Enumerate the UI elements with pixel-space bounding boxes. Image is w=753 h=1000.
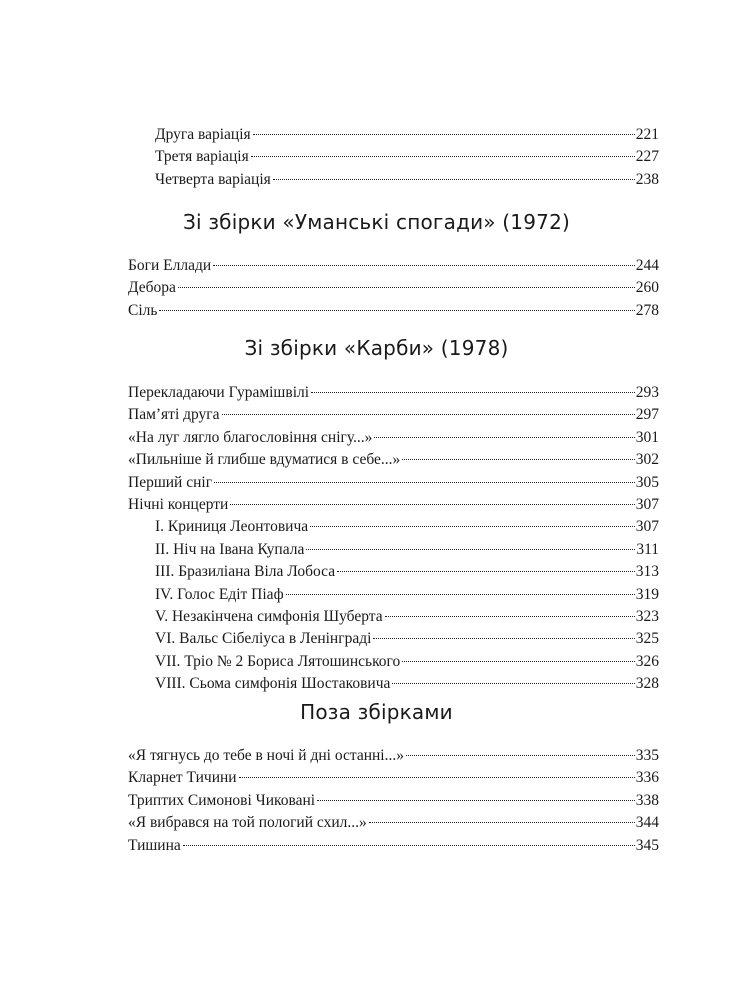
dot-leader xyxy=(178,287,635,288)
toc-entry-title: III. Бразиліана Віла Лобоса xyxy=(155,563,336,581)
toc-entry-page: 227 xyxy=(635,148,659,166)
toc-entry-page: 335 xyxy=(635,747,659,764)
toc-entry-title: «На луг лягло благословіння снігу...» xyxy=(128,428,373,446)
toc-entry xyxy=(128,427,659,449)
toc-entry-title: Нічні концерти xyxy=(128,495,229,513)
toc-entry-page: 325 xyxy=(635,630,659,648)
dot-leader xyxy=(310,526,635,527)
toc-entry xyxy=(128,539,659,561)
toc-entry-title: Друга варіація xyxy=(155,126,251,143)
dot-leader xyxy=(369,822,635,823)
dot-leader xyxy=(392,683,634,684)
toc-entry-title: «Я вибрався на той пологий схил...» xyxy=(128,814,367,832)
dot-leader xyxy=(317,800,635,801)
toc-entry-page: 323 xyxy=(635,607,659,625)
toc-entry-page: 260 xyxy=(635,279,659,297)
toc-entry-page: 307 xyxy=(635,495,659,513)
toc-entry-title: Перший сніг xyxy=(128,473,213,491)
toc-entry-page: 313 xyxy=(635,563,659,581)
toc-entry xyxy=(128,606,659,628)
section-entry-list xyxy=(128,382,659,695)
dot-leader xyxy=(385,616,635,617)
section-entry-list xyxy=(128,745,659,857)
section-heading: Зі збірки «Уманські спогади» (1972) xyxy=(182,210,570,234)
toc-entry-title: Дебора xyxy=(128,279,176,297)
toc-entry-page: 238 xyxy=(635,170,659,188)
toc-entry-page: 338 xyxy=(635,791,659,809)
toc-entry-title: Боги Еллади xyxy=(128,257,212,274)
toc-entry-page: 344 xyxy=(635,814,659,832)
toc-entry-title: Пам’яті друга xyxy=(128,406,220,424)
toc-entry-page: 305 xyxy=(635,473,659,491)
dot-leader xyxy=(214,482,635,483)
toc-entry-title: Кларнет Тичини xyxy=(128,769,237,787)
toc-entry-title: Четверта варіація xyxy=(155,170,271,188)
toc-entry xyxy=(128,651,659,673)
dot-leader xyxy=(183,845,635,846)
dot-leader xyxy=(373,638,634,639)
section-heading: Поза збірками xyxy=(300,700,453,724)
toc-entry-title: «Я тягнусь до тебе в ночі й дні останні...» xyxy=(128,747,404,764)
toc-entry-page: 311 xyxy=(636,540,659,558)
toc-entry-page: 302 xyxy=(635,451,659,469)
toc-entry-page: 328 xyxy=(635,675,659,693)
dot-leader xyxy=(222,414,635,415)
toc-entry xyxy=(128,561,659,583)
toc-entry xyxy=(128,146,659,168)
toc-entry xyxy=(128,790,659,812)
toc-entry xyxy=(128,300,659,322)
toc-entry xyxy=(128,673,659,695)
dot-leader xyxy=(337,571,635,572)
toc-entry-page: 221 xyxy=(635,126,659,143)
toc-entry xyxy=(128,494,659,516)
toc-entry xyxy=(128,277,659,299)
toc-entry-title: Перекладаючи Гурамішвілі xyxy=(128,384,310,401)
toc-entry-title: VI. Вальс Сібеліуса в Ленінграді xyxy=(155,630,372,648)
dot-leader xyxy=(159,310,634,311)
toc-entry-title: VIII. Сьома симфонія Шостаковича xyxy=(155,675,391,693)
toc-entry-page: 301 xyxy=(635,428,659,446)
toc-entry xyxy=(128,404,659,426)
dot-leader xyxy=(251,156,635,157)
dot-leader xyxy=(253,134,635,135)
dot-leader xyxy=(286,594,635,595)
dot-leader xyxy=(306,549,635,550)
toc-entry-page: 293 xyxy=(635,384,659,401)
toc-entry xyxy=(128,835,659,857)
toc-entry-page: 278 xyxy=(635,301,659,319)
toc-entry-title: «Пильніше й глибше вдуматися в себе...» xyxy=(128,451,401,469)
dot-leader xyxy=(273,179,635,180)
toc-entry xyxy=(128,255,659,277)
toc-entry-page: 319 xyxy=(635,585,659,603)
toc-entry-title: V. Незакінчена симфонія Шуберта xyxy=(155,607,383,625)
section-entry-list xyxy=(128,255,659,322)
dot-leader xyxy=(213,265,635,266)
toc-entry xyxy=(128,584,659,606)
toc-entry-page: 297 xyxy=(635,406,659,424)
toc-entry-title: Триптих Симонові Чиковані xyxy=(128,791,316,809)
toc-entry-page: 307 xyxy=(635,518,659,536)
section-heading: Зі збірки «Карби» (1978) xyxy=(244,336,509,360)
dot-leader xyxy=(406,755,635,756)
toc-entry-title: II. Ніч на Івана Купала xyxy=(155,540,305,558)
toc-entry xyxy=(128,169,659,191)
toc-entry-title: VII. Тріо № 2 Бориса Лятошинського xyxy=(155,652,401,670)
dot-leader xyxy=(374,437,634,438)
toc-entry xyxy=(128,382,659,404)
toc-continuation-list xyxy=(128,124,659,191)
toc-entry xyxy=(128,449,659,471)
toc-entry-title: Тишина xyxy=(128,836,181,854)
toc-entry xyxy=(128,812,659,834)
toc-entry-page: 244 xyxy=(635,257,659,274)
toc-entry-page: 326 xyxy=(635,652,659,670)
toc-entry-title: I. Криниця Леонтовича xyxy=(155,518,309,536)
toc-entry-title: IV. Голос Едіт Піаф xyxy=(155,585,284,603)
dot-leader xyxy=(311,392,635,393)
dot-leader xyxy=(402,661,634,662)
toc-entry xyxy=(128,628,659,650)
toc-entry xyxy=(128,767,659,789)
toc-entry xyxy=(128,516,659,538)
dot-leader xyxy=(230,504,634,505)
toc-entry xyxy=(128,124,659,146)
toc-entry-title: Сіль xyxy=(128,301,158,319)
dot-leader xyxy=(402,459,634,460)
toc-entry xyxy=(128,472,659,494)
toc-entry-page: 345 xyxy=(635,836,659,854)
toc-entry xyxy=(128,745,659,767)
toc-entry-page: 336 xyxy=(635,769,659,787)
dot-leader xyxy=(239,777,635,778)
toc-entry-title: Третя варіація xyxy=(155,148,249,166)
